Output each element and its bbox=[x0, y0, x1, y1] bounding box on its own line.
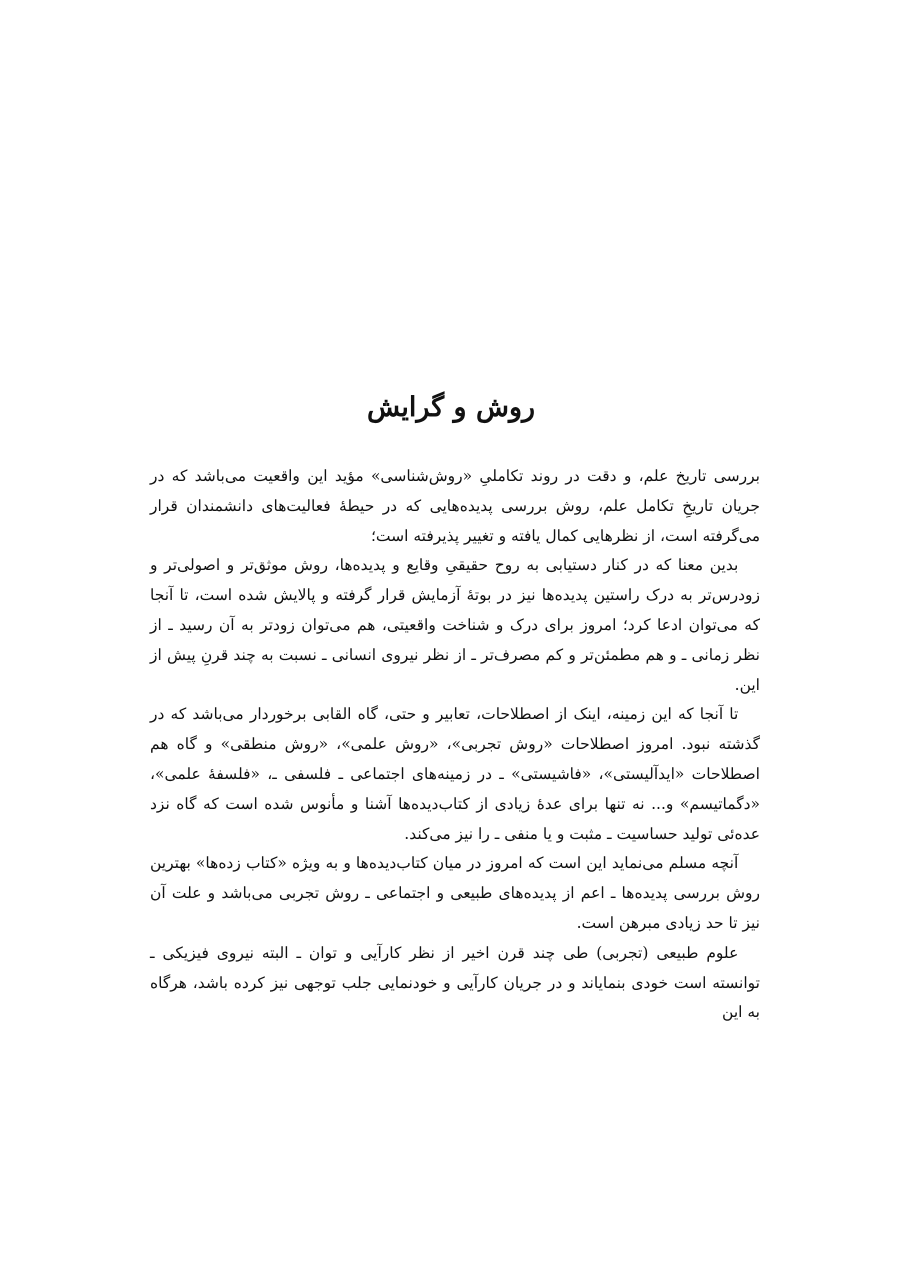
paragraph-3: تا آنجا که این زمینه، اینک از اصطلاحات، تعابیر و حتی، گاه القابی برخوردار می‌باشد که در گذشته نبود. امروز اصطلاحات «روش تجربی»، «روش علمی»، «روش منطقی» و گاه هم اصطلاحات «ایدآلیستی»، «فاشیستی» ـ در زمینه‌های اجتماعی ـ فلسفی ـ، «فلسفهٔ علمی»، «دگماتیسم» و... نه تنها برای عدهٔ زیادی از کتاب‌دیده‌ها آشنا و مأنوس شده است که گاه نزد عده‌ئی تولید حساسیت ـ مثبت و یا منفی ـ را نیز می‌کند. bbox=[150, 705, 760, 843]
body-text bbox=[150, 462, 760, 1028]
paragraph-2: بدین معنا که در کنار دستیابی به روح حقیقیِ وقایع و پدیده‌ها، روش موثق‌تر و اصولی‌تر و زودرس‌تر به درک راستین پدیده‌ها نیز در بوتهٔ آزمایش قرار گرفته و پالایش شده است، تا آنجا که می‌توان ادعا کرد؛ امروز برای درک و شناخت واقعیتی، هم می‌توان زودتر به آن رسید ـ از نظر زمانی ـ و هم مطمئن‌تر و کم مصرف‌تر ـ از نظر نیروی انسانی ـ نسبت به چند قرنِ پیش از این. bbox=[150, 556, 760, 694]
paragraph-1: بررسی تاریخ علم، و دقت در روند تکاملیِ «روش‌شناسی» مؤید این واقعیت می‌باشد که در جریان تاریخِ تکامل علم، روش بررسی پدیده‌هایی که در حیطهٔ فعالیت‌های دانشمندان قرار می‌گرفته است، از نظرهایی کمال یافته و تغییر پذیرفته است؛ bbox=[150, 467, 760, 545]
paragraph-4: آنچه مسلم می‌نماید این است که امروز در میان کتاب‌دیده‌ها و به ویژه «کتاب زده‌ها» بهترین روش بررسی پدیده‌ها ـ اعم از پدیده‌های طبیعی و اجتماعی ـ روش تجربی می‌باشد و علت آن نیز تا حد زیادی مبرهن است. bbox=[150, 854, 760, 932]
paragraph-5: علوم طبیعی (تجربی) طی چند قرن اخیر از نظر کارآیی و توان ـ البته نیروی فیزیکی ـ توانسته است خودی بنمایاند و در جریان کارآیی و خودنمایی جلب توجهی نیز کرده باشد، هرگاه به این bbox=[150, 943, 760, 1022]
page-title: روش و گرایش bbox=[366, 392, 536, 423]
